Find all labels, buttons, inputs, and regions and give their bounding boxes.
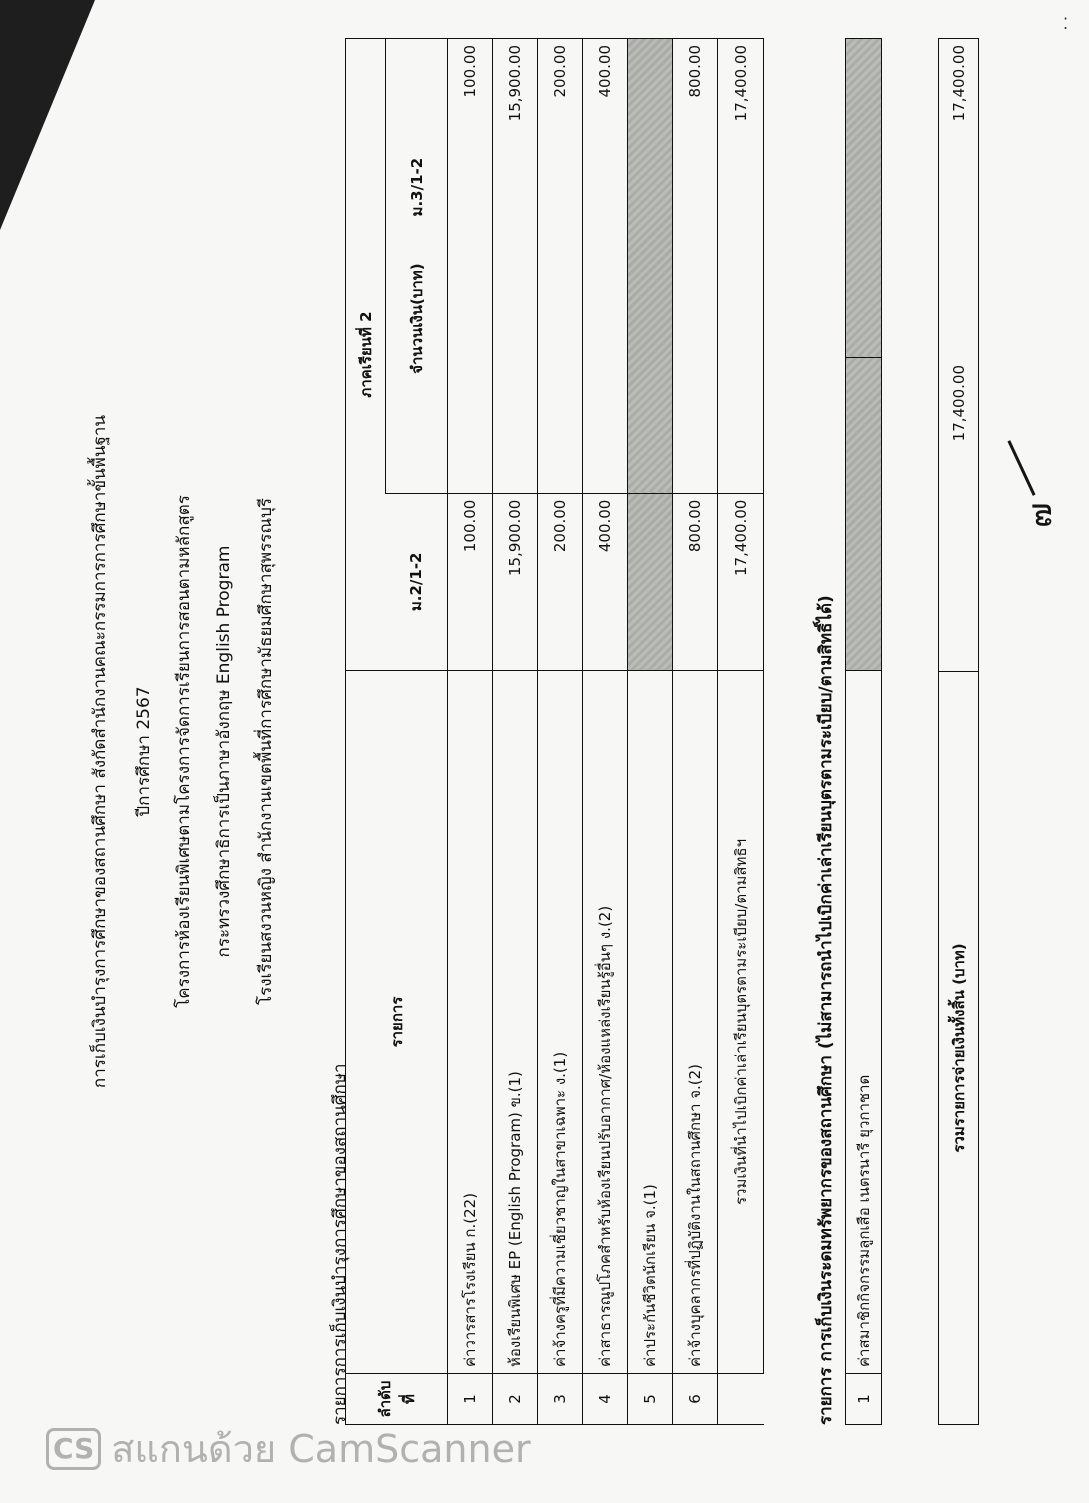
row-amount-b: 100.00 [448,39,493,494]
section1-caption: รายการการเก็บเงินบำรุงการศึกษาของสถานศึกษา [330,1063,350,1425]
table-row [583,39,628,1425]
row-item: ค่าจ้างครูที่มีความเชี่ยวชาญในสาขาเฉพาะ ง.(1) [538,671,583,1374]
row-item: ค่าสมาชิกกิจกรรมลูกเสือ เนตรนารี ยุวกาชาด [846,671,882,1374]
row-amount-b: 200.00 [538,39,583,494]
row-no: 5 [628,1374,673,1425]
row-amount-a [628,493,673,670]
camscanner-logo: CS [46,1428,101,1470]
row-item: ค่าสาธารณูปโภคสำหรับห้องเรียนปรับอากาศ/ห้องแหล่งเรียนรู้อื่นๆ ง.(2) [583,671,628,1374]
col-item-header: รายการ [346,671,448,1374]
grand-total-table [938,38,979,1425]
row-amount-b [846,39,882,358]
row-item: ค่าประกันชีวิตนักเรียน จ.(1) [628,671,673,1374]
table-row [448,39,493,1425]
table-row [673,39,718,1425]
row-amount-b [628,39,673,494]
row-no: 6 [673,1374,718,1425]
col-no-header: ลำดับที่ [346,1374,448,1425]
row-amount-a: 200.00 [538,493,583,670]
doc-school: โรงเรียนสงวนหญิง สำนักงานเขตพื้นที่การศึกษามัธยมศึกษาสุพรรณบุรี [256,497,276,1006]
row-no: 1 [448,1374,493,1425]
row-item: ค่าจ้างบุคลากรที่ปฏิบัติงานในสถานศึกษา จ.(2) [673,671,718,1374]
row-amount-b: 15,900.00 [493,39,538,494]
corner-mark: ⁚ [1063,14,1069,33]
row-no: 1 [846,1374,882,1425]
row-no: 4 [583,1374,628,1425]
total-label: รวมเงินที่นำไปเบิกค่าเล่าเรียนบุตรตามระเบียบ/ตามสิทธิฯ [718,671,764,1374]
page-number-mark: ๗ [1020,502,1060,528]
total-amount-b: 17,400.00 [718,39,764,494]
grand-total-amount-a: 17,400.00 [939,359,979,672]
table-row-shaded [628,39,673,1425]
table-row [538,39,583,1425]
row-no: 3 [538,1374,583,1425]
total-row [718,39,764,1425]
total-amount-a: 17,400.00 [718,493,764,670]
table-row [846,39,882,1425]
doc-year: ปีการศึกษา 2567 [134,686,154,817]
grand-total-row [939,39,979,1425]
row-item: ค่าวารสารโรงเรียน ก.(22) [448,671,493,1374]
col-grade-a-header: ม.2/1-2 [386,493,448,670]
col-semester-header: ภาคเรียนที่ 2 [346,39,386,671]
row-amount-b: 800.00 [673,39,718,494]
row-amount-a [846,358,882,671]
watermark-text: สแกนด้วย CamScanner [111,1427,531,1471]
doc-ministry: กระทรวงศึกษาธิการเป็นภาษาอังกฤษ English Program [214,545,234,958]
row-amount-a: 15,900.00 [493,493,538,670]
row-amount-a: 400.00 [583,493,628,670]
row-item: ห้องเรียนพิเศษ EP (English Program) ข.(1) [493,671,538,1374]
row-amount-b: 400.00 [583,39,628,494]
resource-table [845,38,882,1425]
signature-stroke [1007,440,1035,496]
row-no: 2 [493,1374,538,1425]
camscanner-watermark [46,1418,531,1479]
doc-project: โครงการห้องเรียนพิเศษตามโครงการจัดการเรียนการสอนตามหลักสูตร [174,495,194,1008]
row-amount-a: 800.00 [673,493,718,670]
doc-title: การเก็บเงินบำรุงการศึกษาของสถานศึกษา สังกัดสำนักงานคณะกรรมการการศึกษาขั้นพื้นฐาน [90,414,110,1089]
grand-total-label: รวมรายการจ่ายเงินทั้งสิ้น (บาท) [939,672,979,1425]
total-row-blank [718,1374,764,1425]
col-amount-header: จำนวนเงิน(บาท) ม.3/1-2 [386,39,448,494]
fee-table [345,38,764,1425]
grand-total-amount-b: 17,400.00 [939,39,979,360]
row-amount-a: 100.00 [448,493,493,670]
table-row [493,39,538,1425]
section2-caption: รายการ การเก็บเงินระดมทรัพยากรของสถานศึกษา (ไม่สามารถนำไปเบิกค่าเล่าเรียนบุตรตามระเบียบ/ตามสิทธิ์ได้) [816,595,836,1425]
